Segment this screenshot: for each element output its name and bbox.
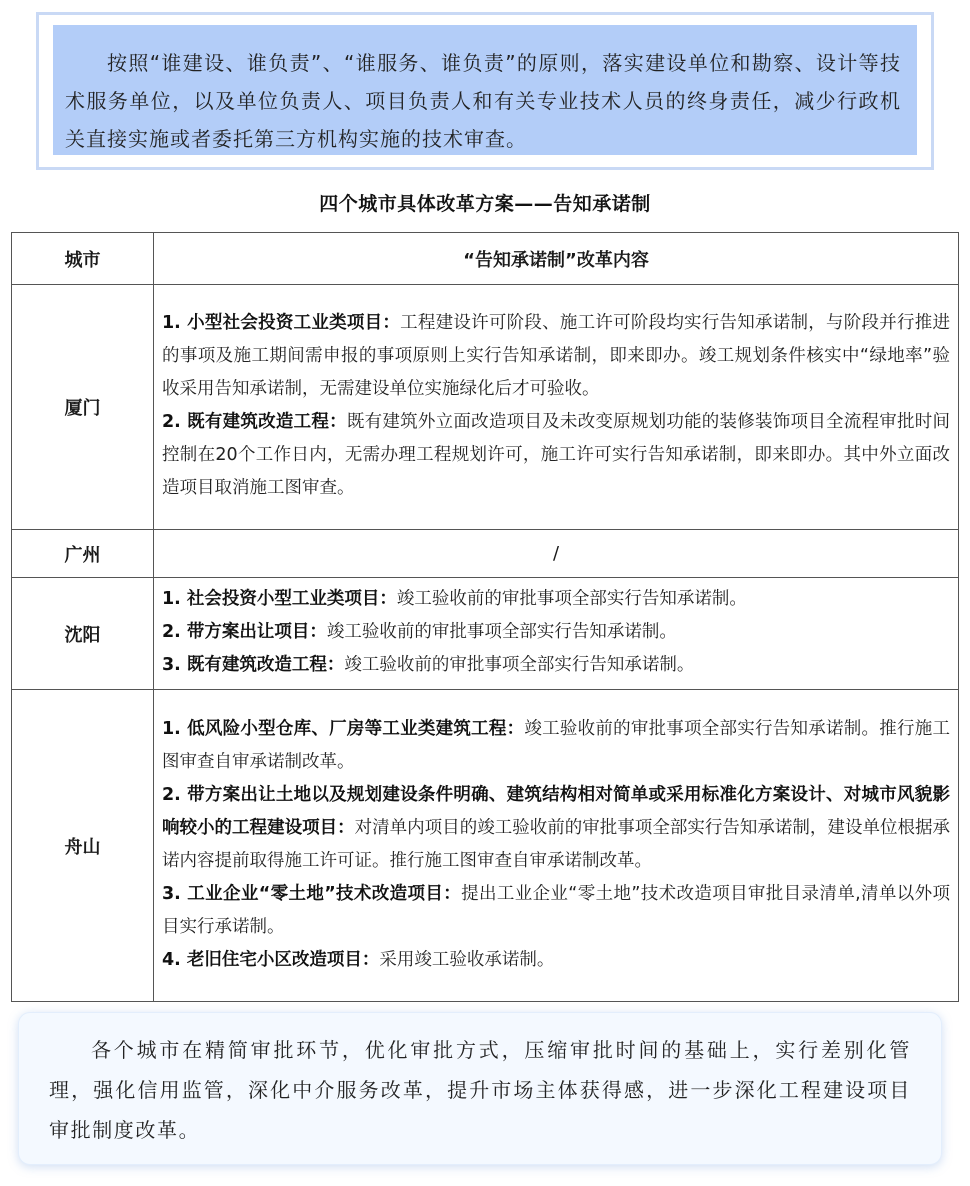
city-cell: 厦门 xyxy=(12,285,154,530)
reform-item xyxy=(162,779,950,878)
reform-item xyxy=(162,583,950,616)
reform-item xyxy=(162,878,950,944)
reform-item xyxy=(162,616,950,649)
reform-item-text: 竣工验收前的审批事项全部实行告知承诺制。 xyxy=(344,655,695,675)
reform-item-text: 竣工验收前的审批事项全部实行告知承诺制。 xyxy=(326,622,677,642)
reform-table xyxy=(11,232,959,1002)
header-city: 城市 xyxy=(12,233,154,285)
table-row-zhoushan xyxy=(12,690,959,1002)
reform-item-text: 对清单内项目的竣工验收前的审批事项全部实行告知承诺制，建设单位根据承诺内容提前取得施工许可证。推行施工图审查自审承诺制改革。 xyxy=(162,817,950,871)
empty-content-cell: / xyxy=(154,530,959,578)
city-cell: 舟山 xyxy=(12,690,154,1002)
reform-item-label: 2. 带方案出让土地以及规划建设条件明确、建筑结构相对简单或采用标准化方案设计、对城市风貌影响较小的工程建设项目： xyxy=(162,784,950,838)
table-title: 四个城市具体改革方案——告知承诺制 xyxy=(319,193,651,215)
reform-item-label: 1. 社会投资小型工业类项目： xyxy=(162,589,397,609)
reform-item-text: 采用竣工验收承诺制。 xyxy=(379,949,555,970)
intro-text: 按照“谁建设、谁负责”、“谁服务、谁负责”的原则，落实建设单位和勘察、设计等技术服务单位，以及单位负责人、项目负责人和有关专业技术人员的终身责任，减少行政机关直接实施或者委托第三方机构实施的技术审查。 xyxy=(53,25,917,155)
conclusion-text: 各个城市在精简审批环节，优化审批方式，压缩审批时间的基础上，实行差别化管理，强化信用监管，深化中介服务改革，提升市场主体获得感，进一步深化工程建设项目审批制度改革。 xyxy=(49,1038,911,1142)
header-content: “告知承诺制”改革内容 xyxy=(154,233,959,285)
reform-item-label: 4. 老旧住宅小区改造项目： xyxy=(162,949,380,970)
content-cell xyxy=(154,578,959,690)
reform-item-text: 工程建设许可阶段、施工许可阶段均实行告知承诺制，与阶段并行推进的事项及施工期间需申报的事项原则上实行告知承诺制，即来即办。竣工规划条件核实中“绿地率”验收采用告知承诺制，无需建设单位实施绿化后才可验收。 xyxy=(162,313,951,399)
reform-item-text: 提出工业企业“零土地”技术改造项目审批目录清单,清单以外项目实行承诺制。 xyxy=(162,883,950,937)
conclusion-card xyxy=(18,1012,942,1165)
reform-item xyxy=(162,944,950,977)
table-row-shenyang xyxy=(12,578,959,690)
content-cell xyxy=(154,285,959,530)
reform-item xyxy=(162,649,950,682)
reform-item-label: 2. 带方案出让项目： xyxy=(162,622,327,642)
intro-frame xyxy=(36,12,934,170)
reform-item-label: 2. 既有建筑改造工程： xyxy=(162,412,347,432)
city-cell: 广州 xyxy=(12,530,154,578)
reform-item-text: 竣工验收前的审批事项全部实行告知承诺制。推行施工图审查自审承诺制改革。 xyxy=(162,718,950,772)
table-header-row xyxy=(12,233,959,285)
reform-item-label: 3. 既有建筑改造工程： xyxy=(162,655,345,675)
city-cell: 沈阳 xyxy=(12,578,154,690)
reform-item-label: 1. 小型社会投资工业类项目： xyxy=(162,313,401,333)
reform-item-label: 1. 低风险小型仓库、厂房等工业类建筑工程： xyxy=(162,718,525,739)
reform-item-label: 3. 工业企业“零土地”技术改造项目： xyxy=(162,883,462,904)
table-row-guangzhou xyxy=(12,530,959,578)
reform-item xyxy=(162,713,950,779)
reform-item-text: 既有建筑外立面改造项目及未改变原规划功能的装修装饰项目全流程审批时间控制在20个工作日内，无需办理工程规划许可，施工许可实行告知承诺制，即来即办。其中外立面改造项目取消施工图审查。 xyxy=(162,412,951,498)
content-cell xyxy=(154,690,959,1002)
reform-item xyxy=(162,406,950,505)
table-row-xiamen xyxy=(12,285,959,530)
reform-item-text: 竣工验收前的审批事项全部实行告知承诺制。 xyxy=(396,589,747,609)
reform-item xyxy=(162,307,950,406)
